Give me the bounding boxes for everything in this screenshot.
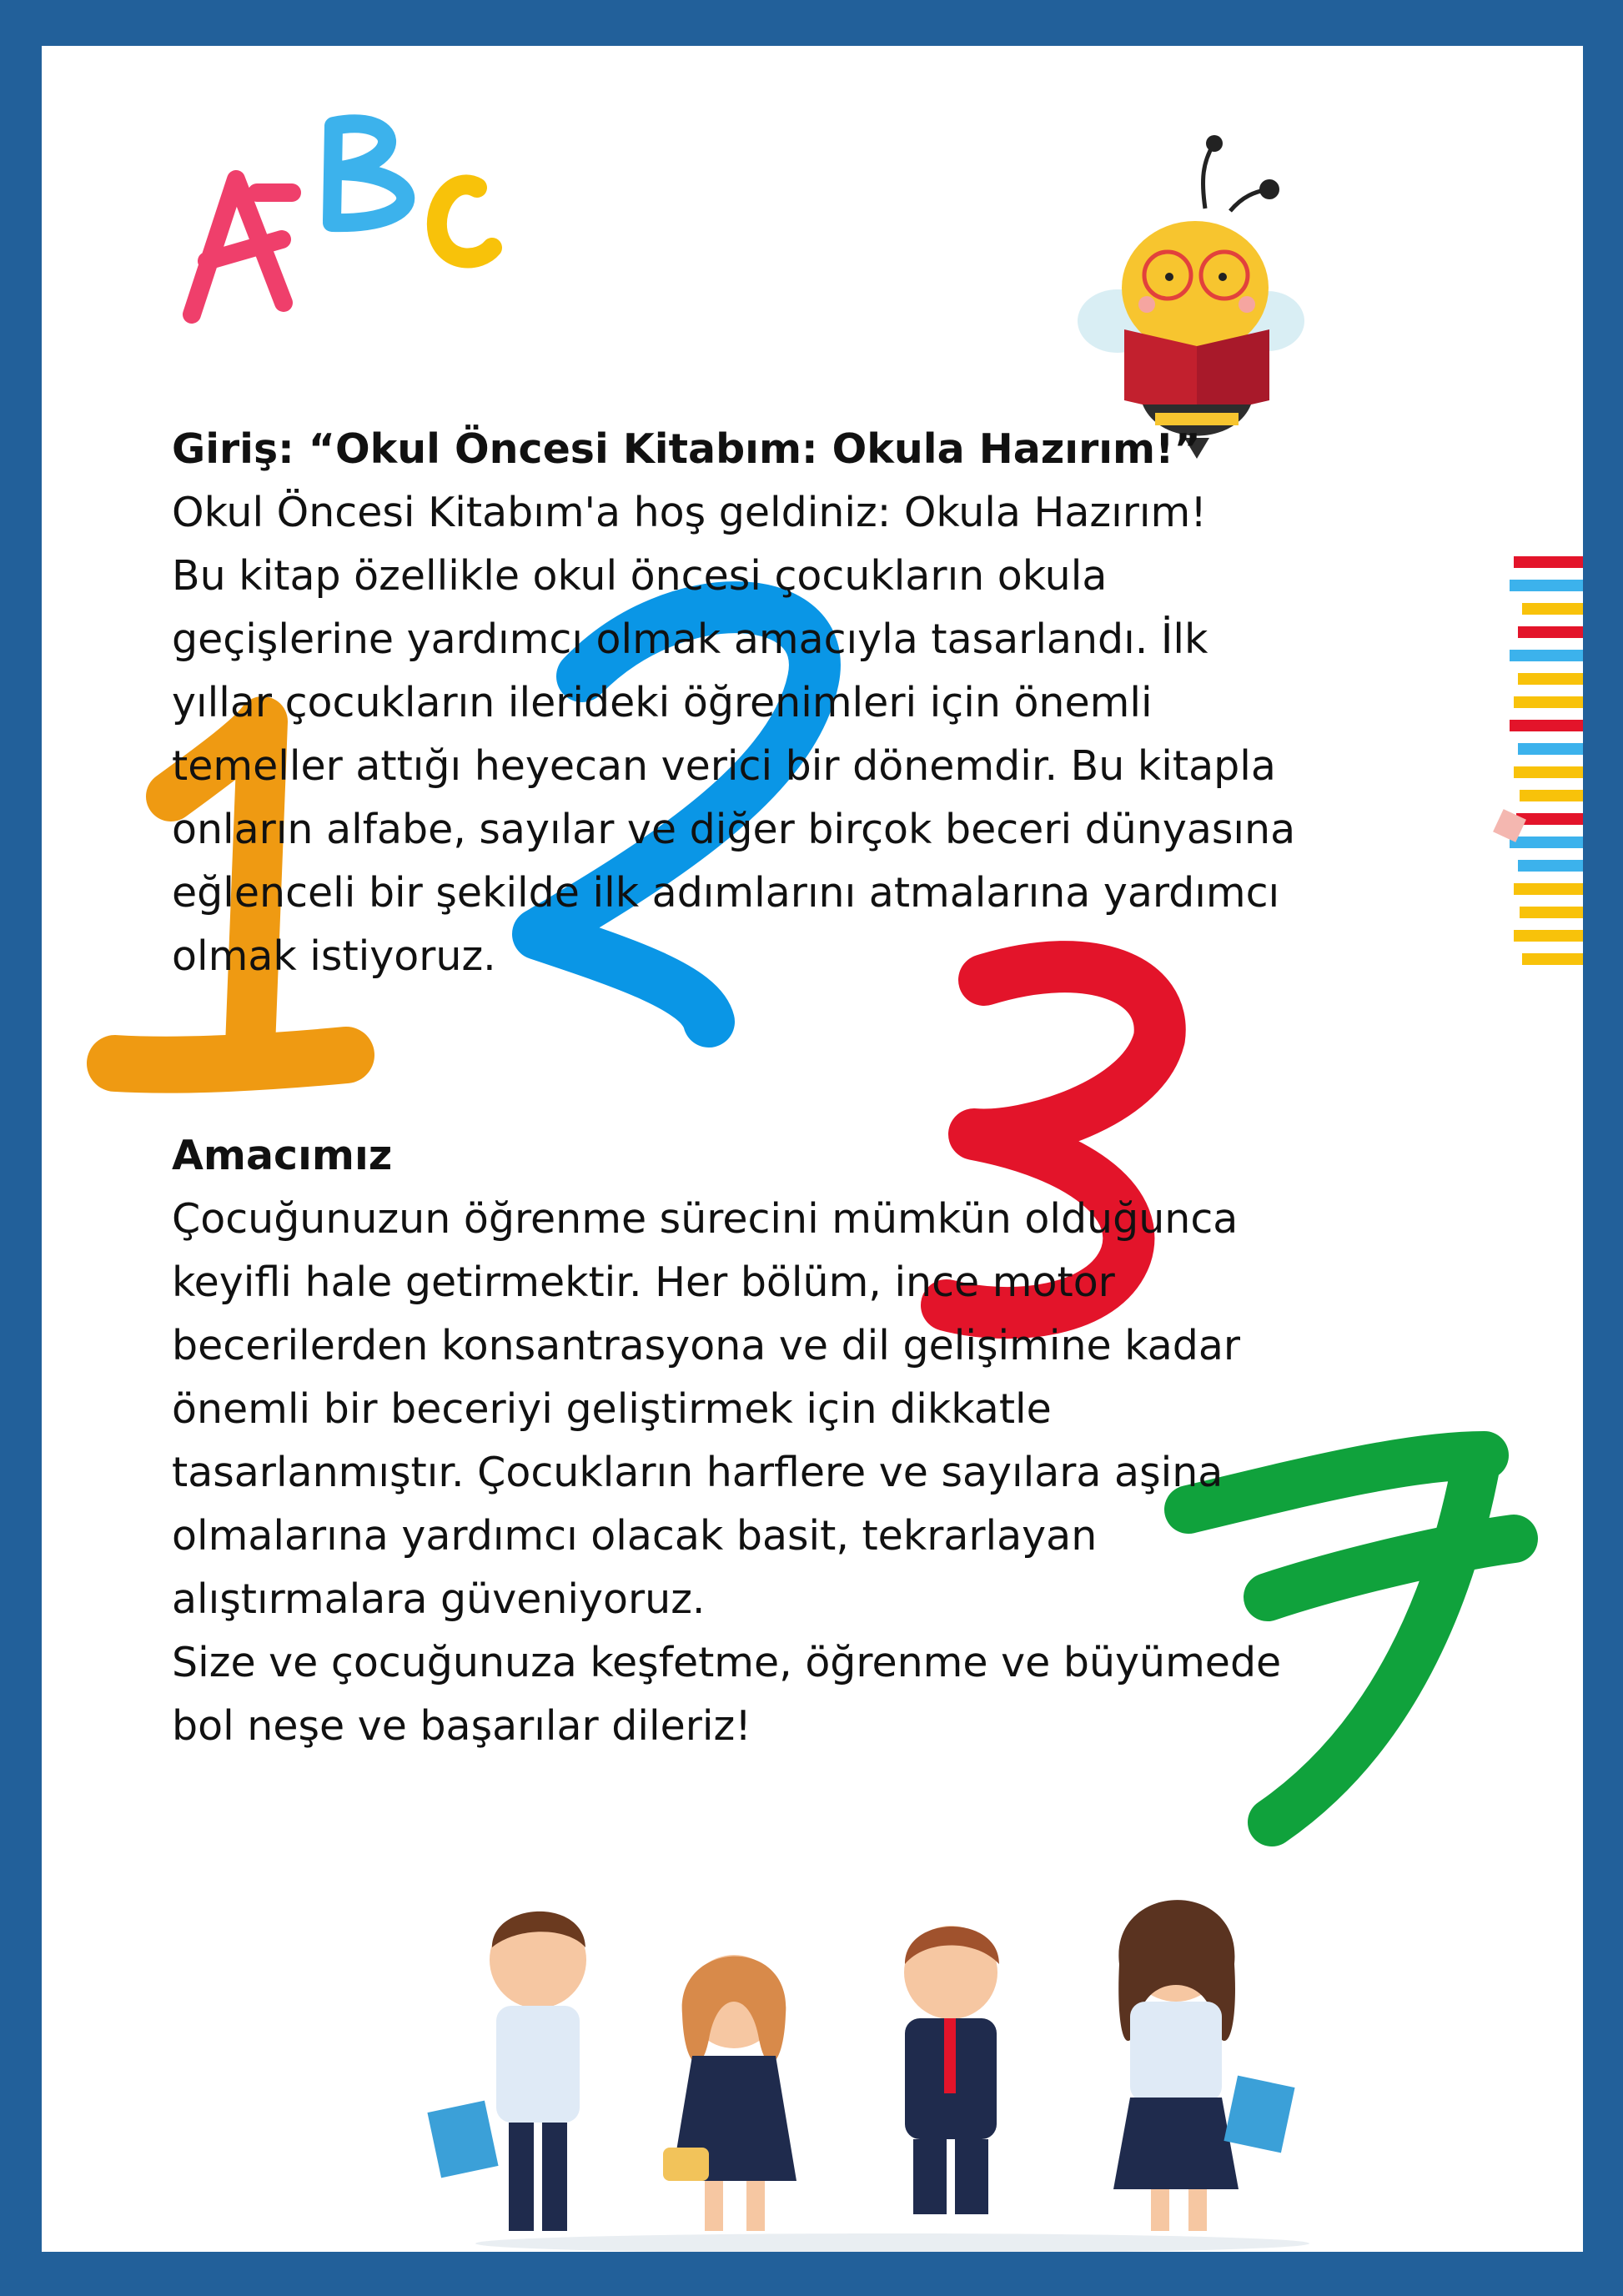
aim-line: keyifli hale getirmektir. Her bölüm, ince motor [172,1259,1115,1306]
aim-line: olmalarına yardımcı olacak basit, tekrarlayan [172,1512,1098,1560]
letter-a-pink [192,179,292,314]
aim-heading: Amacımız [172,1132,393,1179]
child-boy-left [427,1912,586,2231]
aim-line: önemli bir beceriyi geliştirmek için dikkatle [172,1385,1052,1433]
intro-line: temeller attığı heyecan verici bir dönemdir. Bu kitapla [172,742,1276,790]
aim-line: Çocuğunuzun öğrenme sürecini mümkün olduğunca [172,1195,1239,1243]
page [42,46,1583,2252]
intro-section [172,418,1490,988]
pencils-illustration [1493,556,1583,965]
aim-section [172,1124,1490,1758]
intro-line: Okul Öncesi Kitabım'a hoş geldiniz: Okula Hazırım! [172,489,1207,536]
intro-line: Bu kitap özellikle okul öncesi çocukların okula [172,552,1108,600]
aim-line: alıştırmalara güveniyoruz. [172,1575,706,1623]
aim-line: Size ve çocuğunuza keşfetme, öğrenme ve büyümede [172,1639,1282,1686]
aim-line: becerilerden konsantrasyona ve dil gelişimine kadar [172,1322,1241,1369]
child-girl-left [663,1955,796,2231]
intro-heading: Giriş: “Okul Öncesi Kitabım: Okula Hazırım!” [172,425,1201,473]
children-illustration [427,1900,1309,2252]
letter-c-yellow [437,184,492,258]
abc-letters [192,123,492,314]
child-girl-right [1113,1900,1295,2231]
aim-line: bol neşe ve başarılar dileriz! [172,1702,751,1750]
intro-line: olmak istiyoruz. [172,932,496,980]
intro-line: yıllar çocukların ilerideki öğrenimleri için önemli [172,679,1153,726]
intro-line: geçişlerine yardımcı olmak amacıyla tasarlandı. İlk [172,615,1208,663]
letter-b-blue [332,123,405,223]
bee-reading-illustration [1078,135,1304,459]
intro-line: onların alfabe, sayılar ve diğer birçok beceri dünyasına [172,806,1296,853]
intro-line: eğlenceli bir şekilde ilk adımlarını atmalarına yardımcı [172,869,1280,917]
aim-line: tasarlanmıştır. Çocukların harflere ve sayılara aşina [172,1449,1224,1496]
child-boy-right [904,1926,999,2214]
